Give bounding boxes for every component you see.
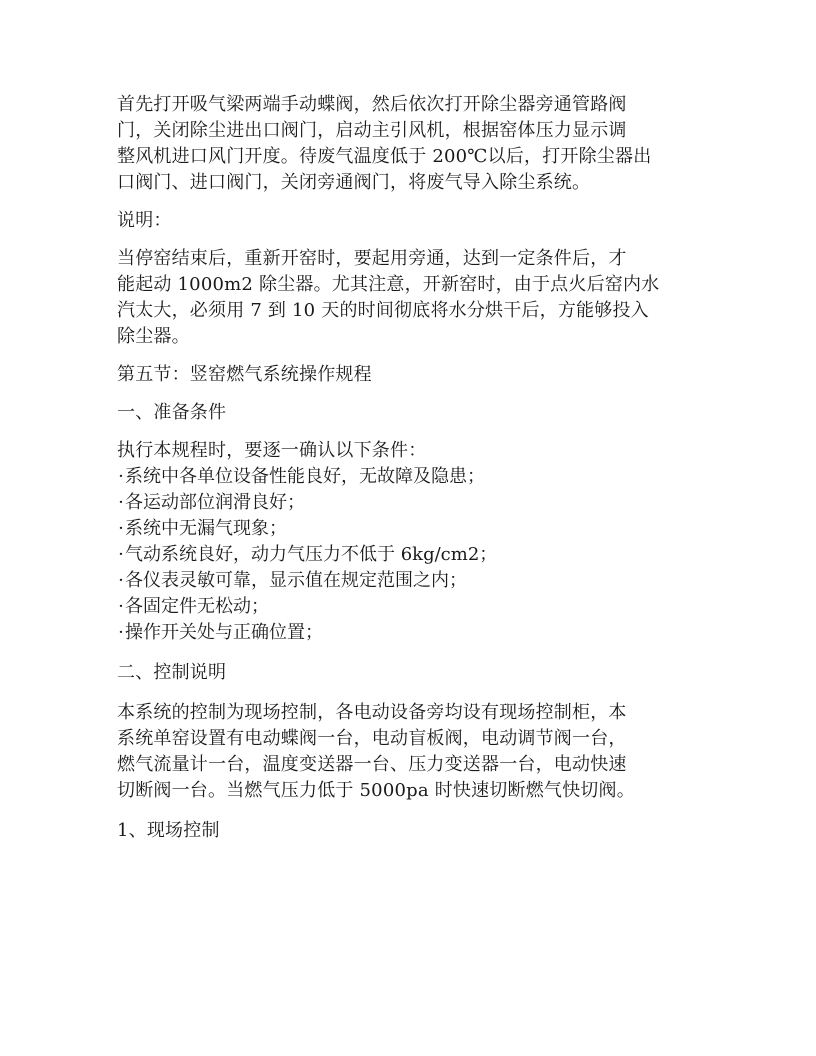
bullet-marker: ·: [118, 544, 124, 565]
bullet-marker: ·: [118, 492, 124, 513]
list-item-text: 系统中各单位设备性能良好，无故障及隐患；: [125, 466, 485, 487]
section-title: 第五节：竖窑燃气系统操作规程: [117, 364, 372, 385]
list-item-text: 各仪表灵敏可靠，显示值在规定范围之内；: [125, 570, 467, 591]
paragraph-restart-note: [117, 246, 707, 350]
list-item-text: 操作开关处与正确位置；: [125, 622, 323, 643]
paragraph-line: 系统单窑设置有电动蝶阀一台，电动盲板阀，电动调节阀一台，: [117, 728, 627, 749]
note-heading: 说明：: [117, 210, 172, 231]
subsection-title-local-control: 1、现场控制: [117, 820, 220, 841]
paragraph-line: 切断阀一台。当燃气压力低于 5000pa 时快速切断燃气快切阀。: [117, 780, 635, 801]
list-item: [117, 620, 707, 646]
subsection-title-preparation: 一、准备条件: [117, 402, 227, 423]
list-item: [117, 464, 707, 490]
bullet-marker: ·: [118, 570, 124, 591]
list-item-text: 系统中无漏气现象；: [125, 518, 287, 539]
paragraph-line: 本系统的控制为现场控制，各电动设备旁均设有现场控制柜，本: [117, 702, 627, 723]
list-item-text: 各固定件无松动；: [125, 596, 269, 617]
bullet-marker: ·: [118, 622, 124, 643]
list-item: [117, 490, 707, 516]
bullet-marker: ·: [118, 518, 124, 539]
paragraph-line: 口阀门、进口阀门，关闭旁通阀门，将废气导入除尘系统。: [117, 172, 591, 193]
list-item: [117, 516, 707, 542]
paragraph-line: 整风机进口风门开度。待废气温度低于 200℃以后，打开除尘器出: [117, 146, 652, 167]
list-item-text: 各运动部位润滑良好；: [125, 492, 305, 513]
preparation-intro: 执行本规程时，要逐一确认以下条件：: [117, 440, 427, 461]
paragraph-line: 能起动 1000m2 除尘器。尤其注意，开新窑时，由于点火后窑内水: [117, 274, 660, 295]
list-item: [117, 542, 707, 568]
document-page: [117, 92, 707, 844]
paragraph-line: 燃气流量计一台，温度变送器一台、压力变送器一台，电动快速: [117, 754, 627, 775]
paragraph-line: 除尘器。: [117, 326, 190, 347]
subsection-title-control: 二、控制说明: [117, 662, 227, 683]
list-item: [117, 568, 707, 594]
paragraph-line: 门，关闭除尘进出口阀门，启动主引风机，根据窑体压力显示调: [117, 120, 627, 141]
paragraph-control-description: [117, 700, 707, 804]
list-item: [117, 594, 707, 620]
bullet-marker: ·: [118, 466, 124, 487]
bullet-marker: ·: [118, 596, 124, 617]
paragraph-line: 当停窑结束后，重新开窑时，要起用旁通，达到一定条件后，才: [117, 248, 627, 269]
paragraph-dust-collector-startup: [117, 92, 707, 196]
paragraph-line: 首先打开吸气梁两端手动蝶阀，然后依次打开除尘器旁通管路阀: [117, 94, 627, 115]
list-item-text: 气动系统良好，动力气压力不低于 6kg/cm2；: [125, 544, 498, 565]
paragraph-line: 汽太大，必须用 7 到 10 天的时间彻底将水分烘干后，方能够投入: [117, 300, 649, 321]
condition-list: [117, 464, 707, 646]
